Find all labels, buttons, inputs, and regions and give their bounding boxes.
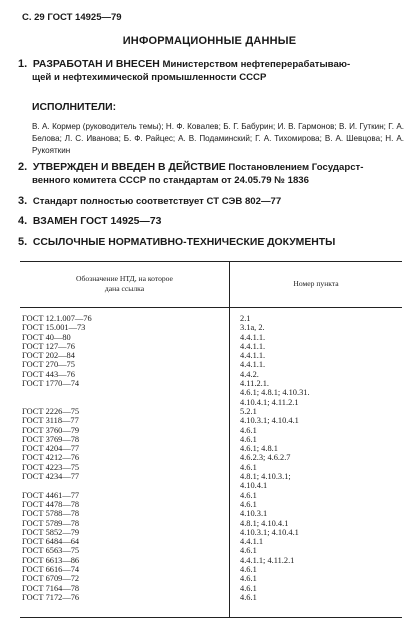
table-row	[20, 528, 402, 537]
section-number: 5.	[18, 236, 28, 248]
cell-document: ГОСТ 1770—74	[22, 379, 80, 389]
cell-document: ГОСТ 4234—77	[22, 472, 80, 482]
section-text-continued: щей и нефтехимической промышленности СССР	[32, 72, 267, 83]
table-row	[20, 556, 402, 565]
cell-item: 4.6.1	[240, 546, 257, 556]
cell-document: ГОСТ 5852—79	[22, 527, 80, 537]
cell-document: ГОСТ 6709—72	[22, 574, 80, 584]
cell-document: ГОСТ 12.1.007—76	[22, 314, 92, 323]
table-row	[20, 574, 402, 583]
section-heading: ССЫЛОЧНЫЕ НОРМАТИВНО-ТЕХНИЧЕСКИЕ ДОКУМЕНТЫ	[32, 237, 336, 248]
section-heading: УТВЕРЖДЕН И ВВЕДЕН В ДЕЙСТВИЕ	[32, 162, 226, 173]
cell-document: ГОСТ 202—84	[22, 351, 75, 361]
cell-item: 4.4.1.1.	[240, 360, 266, 370]
column-header-item: Номер пункта	[293, 279, 339, 288]
cell-item: 4.6.1; 4.8.1; 4.10.31.	[240, 388, 310, 398]
table-row	[20, 388, 402, 397]
cell-item: 4.6.1	[240, 565, 257, 575]
cell-document: ГОСТ 4204—77	[22, 444, 80, 454]
cell-item: 4.6.1	[240, 592, 257, 602]
page-header: С. 29 ГОСТ 14925—79	[22, 12, 122, 23]
section-references	[18, 236, 402, 249]
section-text: Министерством нефтеперерабатываю-	[162, 59, 351, 70]
cell-document: ГОСТ 6613—86	[22, 555, 80, 565]
cell-document: ГОСТ 127—76	[22, 341, 75, 351]
cell-item: 4.10.3.1; 4.10.4.1	[240, 416, 299, 426]
cell-item: 4.10.3.1; 4.10.4.1	[240, 527, 299, 537]
cell-item: 4.6.1	[240, 574, 257, 584]
table-row	[20, 426, 402, 435]
column-header-line: дана ссылка	[104, 284, 145, 293]
cell-item: 4.6.1	[240, 490, 257, 500]
section-approved	[18, 161, 402, 187]
cell-item: 4.6.1	[240, 434, 257, 444]
cell-item: 4.4.1.1.	[240, 341, 266, 351]
cell-document: ГОСТ 5788—78	[22, 509, 80, 519]
cell-item: 4.6.1; 4.8.1	[240, 444, 278, 454]
table-row	[20, 342, 402, 351]
cell-item: 4.6.1	[240, 583, 257, 593]
cell-item: 4.4.2.	[240, 369, 259, 379]
cell-item: 4.4.1.1.	[240, 332, 266, 342]
table-row	[20, 472, 402, 481]
table-row	[20, 435, 402, 444]
section-text: Стандарт полностью соответствует СТ СЭВ 802—77	[32, 196, 282, 207]
table-row	[20, 453, 402, 462]
section-number: 2.	[18, 161, 28, 173]
cell-document: ГОСТ 4223—75	[22, 462, 80, 472]
section-number: 1.	[18, 58, 28, 70]
table-row	[20, 370, 402, 379]
cell-item: 4.8.1; 4.10.4.1	[240, 518, 289, 528]
table-row	[20, 463, 402, 472]
cell-item: 4.4.1.1	[240, 537, 264, 547]
cell-item: 4.6.1	[240, 462, 257, 472]
column-header-document	[20, 274, 229, 294]
table-row	[20, 416, 402, 425]
section-heading: РАЗРАБОТАН И ВНЕСЕН	[32, 59, 160, 70]
table-row	[20, 500, 402, 509]
cell-item: 4.4.1.1; 4.11.2.1	[240, 555, 295, 565]
cell-item: 4.6.1	[240, 499, 257, 509]
cell-document: ГОСТ 4478—78	[22, 499, 80, 509]
cell-document: ГОСТ 2226—75	[22, 406, 80, 416]
cell-item: 4.4.1.1.	[240, 351, 266, 361]
performers-list: В. А. Кормер (руководитель темы); Н. Ф. Ковалев; Б. Г. Бабурин; И. В. Гармонов; В. И. Гуткин; Г. А. Белова; Л. С. Иванова; Б. Ф. Райцес; А. В. Подаминский; Г. А. Тихомирова; В. А. Шевцова; Н. А. Рукояткин	[32, 122, 404, 155]
section-number: 3.	[18, 195, 28, 207]
column-header-line: Обозначение НТД, на которое	[76, 274, 173, 283]
cell-document: ГОСТ 40—80	[22, 332, 71, 342]
cell-item: 3.1а, 2.	[240, 323, 265, 333]
cell-document: ГОСТ 6563—75	[22, 546, 80, 556]
document-title: ИНФОРМАЦИОННЫЕ ДАННЫЕ	[122, 35, 297, 47]
section-developed	[18, 58, 402, 84]
table-row	[20, 481, 402, 490]
cell-document: ГОСТ 3118—77	[22, 416, 79, 426]
table-row	[20, 379, 402, 388]
table-row	[20, 360, 402, 369]
cell-document: ГОСТ 3760—79	[22, 425, 80, 435]
table-row	[20, 407, 402, 416]
section-heading: ВЗАМЕН ГОСТ 14925—73	[32, 216, 162, 227]
table-row	[20, 351, 402, 360]
table-header-divider	[20, 307, 402, 308]
table-body	[20, 314, 402, 602]
cell-document: ГОСТ 7172—76	[22, 592, 80, 602]
table-row	[20, 537, 402, 546]
table-row	[20, 593, 402, 602]
cell-document: ГОСТ 443—76	[22, 369, 75, 379]
section-number: 4.	[18, 215, 28, 227]
table-row	[20, 398, 402, 407]
cell-document: ГОСТ 270—75	[22, 360, 75, 370]
table-row	[20, 584, 402, 593]
table-row	[20, 565, 402, 574]
cell-item: 2.1	[240, 314, 251, 323]
cell-item: 4.10.4.1; 4.11.2.1	[240, 397, 299, 407]
cell-document: ГОСТ 3769—78	[22, 434, 80, 444]
table-row	[20, 444, 402, 453]
cell-item: 4.6.1	[240, 425, 257, 435]
cell-document: ГОСТ 4461—77	[22, 490, 80, 500]
table-row	[20, 519, 402, 528]
cell-item: 4.10.3.1	[240, 509, 268, 519]
cell-item: 4.10.4.1	[240, 481, 268, 491]
cell-item: 4.11.2.1.	[240, 379, 270, 389]
cell-document: ГОСТ 6484—64	[22, 537, 80, 547]
cell-item: 5.2.1	[240, 406, 257, 416]
cell-document: ГОСТ 6616—74	[22, 565, 80, 575]
table-row	[20, 509, 402, 518]
cell-item: 4.6.2.3; 4.6.2.7	[240, 453, 291, 463]
cell-document: ГОСТ 5789—78	[22, 518, 80, 528]
table-row	[20, 333, 402, 342]
cell-item: 4.8.1; 4.10.3.1;	[240, 472, 291, 482]
section-text-continued: венного комитета СССР по стандартам от 24.05.79 № 1836	[32, 175, 309, 186]
section-compliance	[18, 195, 402, 208]
cell-document: ГОСТ 7164—78	[22, 583, 80, 593]
performers-heading: ИСПОЛНИТЕЛИ:	[32, 102, 117, 113]
cell-document: ГОСТ 15.001—73	[22, 323, 86, 333]
table-row	[20, 546, 402, 555]
table-row	[20, 491, 402, 500]
section-text: Постановлением Государст-	[228, 162, 364, 173]
table-row	[20, 323, 402, 332]
table-row	[20, 314, 402, 323]
references-table	[20, 261, 402, 618]
section-replaces	[18, 215, 402, 228]
cell-document: ГОСТ 4212—76	[22, 453, 80, 463]
